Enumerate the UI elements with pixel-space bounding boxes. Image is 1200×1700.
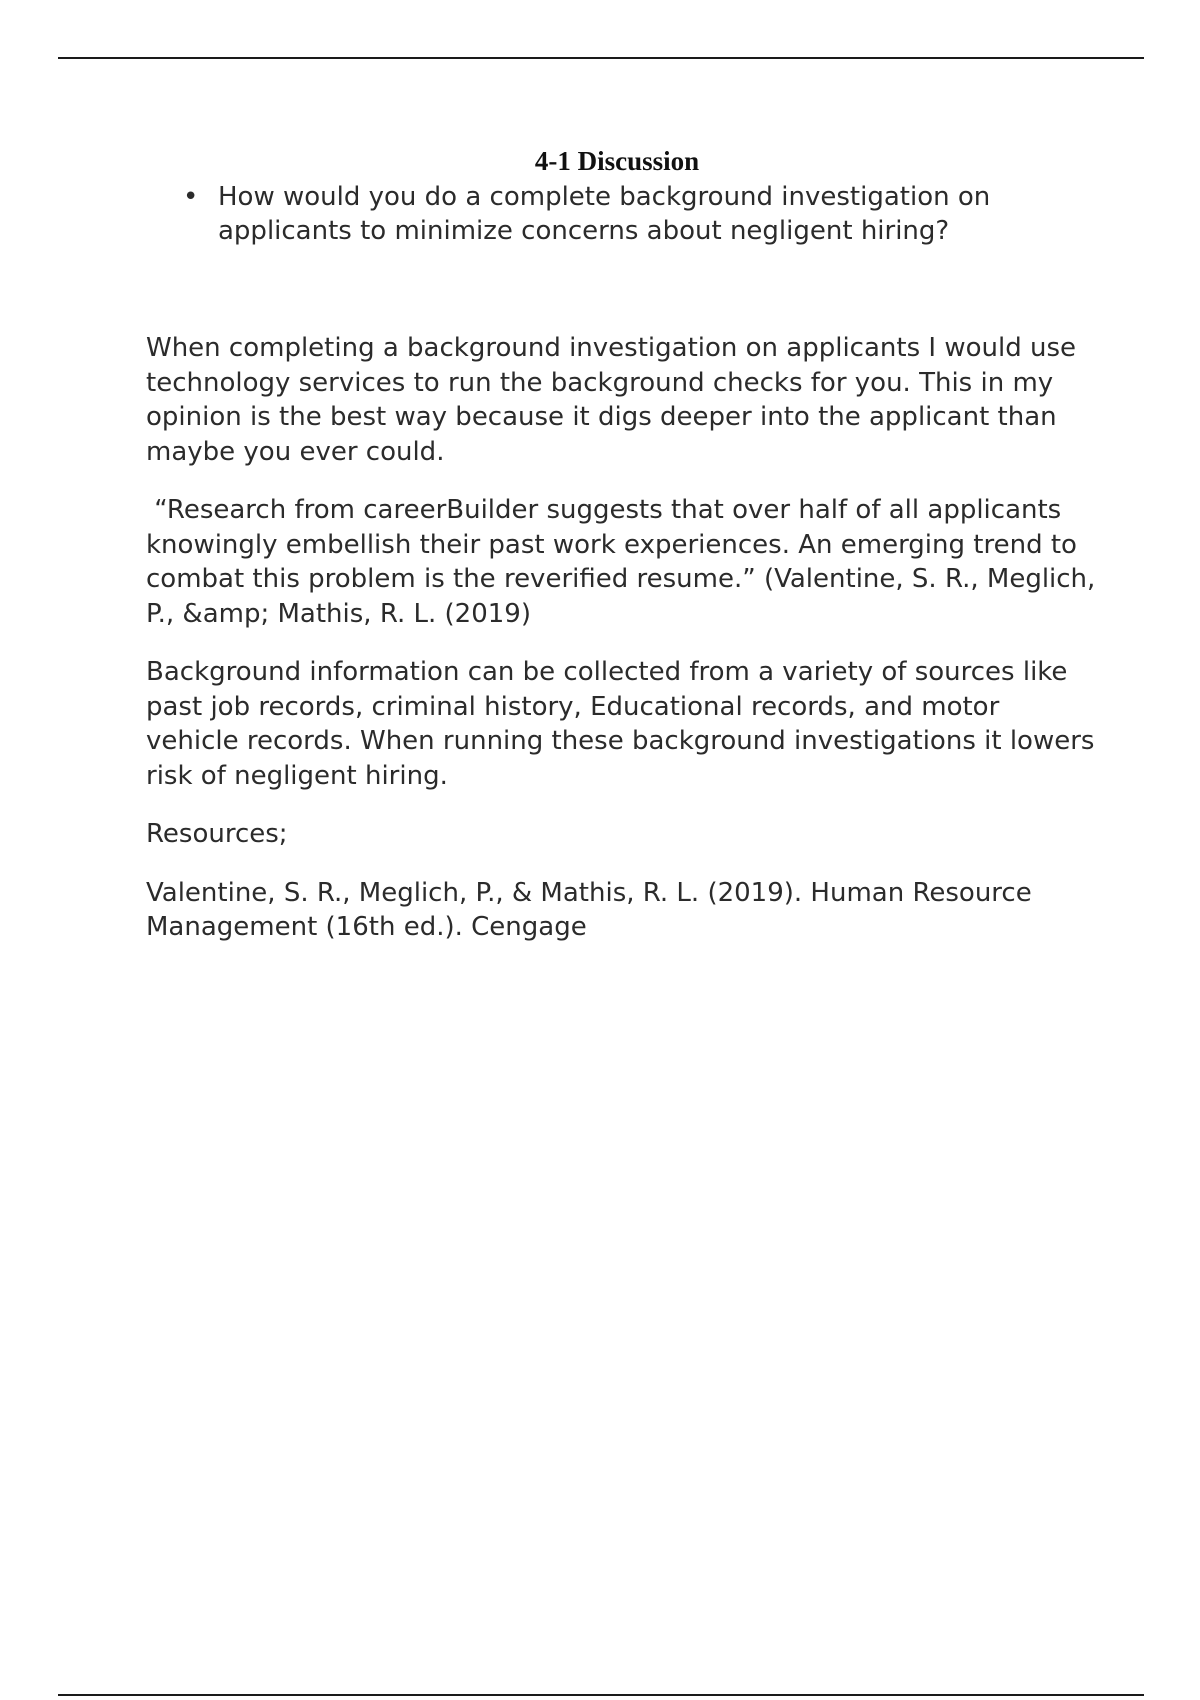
page-title: 4-1 Discussion (534, 146, 700, 176)
question-text: How would you do a complete background investigation on applicants to minimize concerns about negligent hiring? (218, 182, 991, 246)
answer-paragraph-quote: “Research from careerBuilder suggests that over half of all applicants knowingly embellish their past work experiences. An emerging trend to combat this problem is the reverified resume.” (Valentine, S. R., Meglich, P., &amp; Mathis, R. L. (2019) (146, 495, 1104, 629)
resources-heading: Resources; (146, 819, 288, 849)
answer-paragraph-intro: When completing a background investigation on applicants I would use technology services to run the background checks for you. This in my opinion is the best way because it digs deeper into the applicant than maybe you ever could. (146, 333, 1076, 467)
reference-citation: Valentine, S. R., Meglich, P., & Mathis, R. L. (2019). Human Resource Management (16th ed.). Cengage (146, 877, 1032, 942)
top-rule (58, 57, 1144, 59)
bottom-rule (58, 1694, 1144, 1696)
answer-paragraph-sources: Background information can be collected from a variety of sources like past job records, criminal history, Educational records, and motor vehicle records. When running these background investigations it lowers risk of negligent hiring. (146, 657, 1095, 791)
question-item (183, 180, 1063, 248)
answer-body (146, 331, 1104, 969)
bullet-icon: • (183, 182, 199, 212)
question-list (183, 180, 1063, 248)
